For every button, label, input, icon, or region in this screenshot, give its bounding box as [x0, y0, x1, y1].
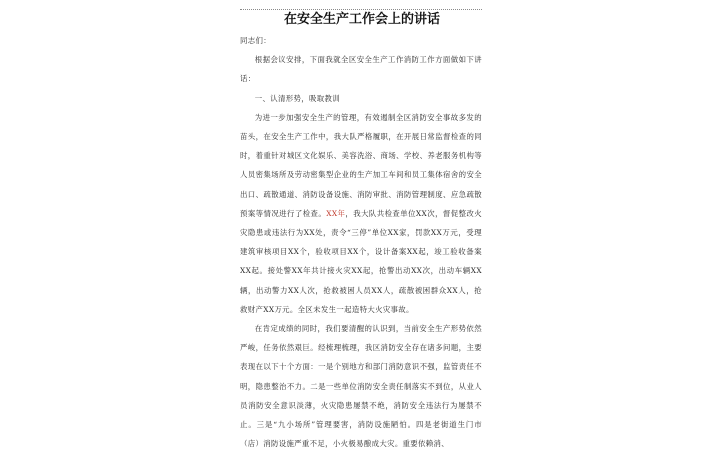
- paragraph-text: 一、认清形势，吸取教训: [254, 93, 340, 103]
- body-paragraph: [240, 50, 482, 88]
- document-body: [240, 31, 482, 450]
- body-paragraph: [240, 108, 482, 319]
- paragraph-text: 在肯定成绩的同时，我们要清醒的认识到，当前安全生产形势依然严峻，任务依然艰巨。经梳理梳理，我区消防安全存在诸多问题，主要表现在以下十个方面：一是个别地方和部门消防意识不强，监管责任不明，隐患整治不力。二是一些单位消防安全责任制落实不到位，从业人员消防安全意识淡薄，火灾隐患屡禁不绝，消防安全违法行为屡禁不止。三是“九小场所”管理要害，消防设施陋怕。四是老街道生门市（店）消防设施严重不足，小火极易酿成大灾。重要依赖消、: [240, 324, 482, 449]
- paragraph-text: 为进一步加强安全生产的管理，有效遏制全区消防安全事故多发的苗头，在安全生产工作中，我大队严格履职，在开展日常监督检查的同时，着重针对城区文化娱乐、美容洗浴、商场、学校、养老服务机构等人员密集场所及劳动密集型企业的生产加工车间和员工集体宿舍的安全出口、疏散通道、消防设备设施、消防审批、消防管理制度、应急疏散预案等情况进行了检查。: [240, 112, 482, 218]
- document-title: 在安全生产工作会上的讲话: [283, 12, 440, 27]
- section-heading: [240, 89, 482, 108]
- document-page: [240, 0, 484, 450]
- highlighted-text: XX年: [326, 208, 346, 218]
- page-top-divider: [240, 9, 482, 10]
- paragraph-list: [240, 50, 482, 450]
- paragraph-text: ，我大队共检查单位XX次，督促整改火灾隐患或违法行为XX处，责令“三停”单位XX家，罚款XX万元，受理建筑审核项目XX个，验收项目XX个，设计备案XX起，竣工验收备案XX起。接处警XX年共计接火灾XX起，抢警出动XX次，出动车辆XX辆，出动警力XX人次，抢救被困人员XX人，疏散被困群众XX人，抢救财产XX万元。全区未发生一起造特大火灾事故。: [240, 208, 483, 314]
- body-paragraph: [240, 319, 482, 450]
- salutation: 同志们：: [240, 36, 271, 45]
- paragraph-text: 根据会议安排，下面我就全区安全生产工作消防工作方面做如下讲话：: [240, 55, 482, 84]
